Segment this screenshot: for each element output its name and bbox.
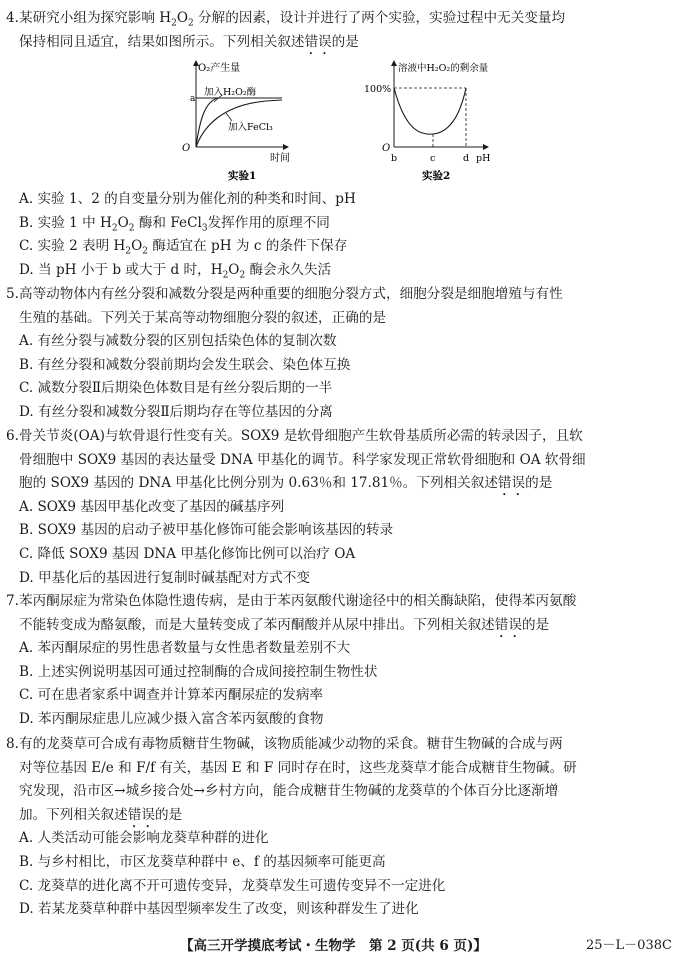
- q8-option-c: C. 龙葵草的进化离不开可遗传变异，龙葵草发生可遗传变异不一定进化: [19, 877, 446, 894]
- q5-option-d: D. 有丝分裂和减数分裂Ⅱ后期均存在等位基因的分离: [19, 403, 333, 420]
- fig1-label-a: a: [190, 94, 196, 104]
- emphasis-word: 错误: [497, 475, 526, 492]
- page-footer: 【高三开学摸底考试・生物学 第 2 页(共 6 页)】: [180, 938, 487, 954]
- q8-option-a: A. 人类活动可能会影响龙葵草种群的进化: [19, 830, 269, 847]
- q7-stem-line-2: 不能转变成为酪氨酸，而是大量转变成了苯丙酮酸并从尿中排出。下列相关叙述错误的是: [19, 616, 550, 633]
- q4-option-c: C. 实验 2 表明 $H_2O_2$ 酶适宜在 pH 为 c 的条件下保存: [19, 238, 348, 257]
- exam-code: 25－L－038C: [586, 938, 672, 953]
- fig2-ylabel: 溶液中H₂O₂的剩余量: [398, 63, 489, 74]
- q6-option-d: D. 甲基化后的基因进行复制时碱基配对方式不变: [19, 569, 310, 586]
- q4-figures: [170, 55, 515, 190]
- q5-option-b: B. 有丝分裂和减数分裂前期均会发生联会、染色体互换: [19, 356, 351, 373]
- fig2-origin: O: [382, 143, 391, 154]
- fig1-label-enzyme: 加入H₂O₂酶: [204, 87, 257, 98]
- q4-figures-svg: [170, 55, 515, 190]
- fig1-xlabel: 时间: [270, 153, 290, 164]
- q8-stem-line-1: 8.有的龙葵草可合成有毒物质糖苷生物碱，该物质能减少动物的采食。糖苷生物碱的合成与两: [6, 736, 563, 752]
- q6-option-a: A. SOX9 基因甲基化改变了基因的碱基序列: [19, 498, 285, 515]
- q8-option-d: D. 若某龙葵草种群中基因型频率发生了改变，则该种群发生了进化: [19, 901, 419, 918]
- emphasis-word: 错误: [304, 33, 332, 50]
- q8-stem-line-3: 究发现，沿市区→城乡接合处→乡村方向，能合成糖苷生物碱的龙葵草的个体百分比逐渐增: [19, 783, 559, 800]
- fig2-tick-c: c: [430, 153, 436, 164]
- q6-option-b: B. SOX9 基因的启动子被甲基化修饰可能会影响该基因的转录: [19, 522, 394, 539]
- q7-stem-line-1: 7.苯丙酮尿症为常染色体隐性遗传病，是由于苯丙氨酸代谢途径中的相关酶缺陷，使得苯丙氨酸: [6, 593, 577, 609]
- q5-option-c: C. 减数分裂Ⅱ后期染色体数目是有丝分裂后期的一半: [19, 380, 333, 397]
- figure-2: [364, 61, 490, 182]
- fig2-caption: 实验2: [422, 170, 451, 182]
- q6-option-c: C. 降低 SOX9 基因 DNA 甲基化修饰比例可以治疗 OA: [19, 545, 356, 562]
- fig1-origin: O: [182, 143, 191, 154]
- q8-stem-line-4: 加。下列相关叙述错误的是: [19, 806, 183, 823]
- q4-option-d: D. 当 pH 小于 b 或大于 d 时，$H_2O_2$ 酶会永久失活: [19, 261, 332, 281]
- q6-stem-line-3: 胞的 SOX9 基因的 DNA 甲基化比例分别为 0.63％和 17.81％。下列相关叙述错误的是: [19, 475, 553, 492]
- q5-stem-line-2: 生殖的基础。下列关于某高等动物细胞分裂的叙述，正确的是: [19, 309, 387, 326]
- q4-option-b: B. 实验 1 中 $H_2O_2$ 酶和 FeCl$_3$发挥作用的原理不同: [19, 214, 330, 234]
- question-4: [6, 7, 666, 54]
- q6-stem-line-2: 骨细胞中 SOX9 基因的表达量受 DNA 甲基化的调节。科学家发现正常软骨细胞和 OA 软骨细: [19, 451, 586, 468]
- q5-option-a: A. 有丝分裂与减数分裂的区别包括染色体的复制次数: [19, 333, 337, 350]
- fig1-label-fecl3: 加入FeCl₃: [228, 122, 273, 133]
- q7-option-c: C. 可在患者家系中调查并计算苯丙酮尿症的发病率: [19, 687, 324, 704]
- q8-stem-line-2: 对等位基因 E/e 和 F/f 有关，基因 E 和 F 同时存在时，这些龙葵草才能合成糖苷生物碱。研: [19, 759, 577, 776]
- fig2-tick-b: b: [391, 153, 398, 164]
- question-8: [6, 733, 666, 922]
- fig2-ytick: 100%: [364, 84, 392, 95]
- q7-option-b: B. 上述实例说明基因可通过控制酶的合成间接控制生物性状: [19, 663, 378, 680]
- q6-stem-line-1: 6.骨关节炎(OA)与软骨退行性变有关。SOX9 是软骨细胞产生软骨基质所必需的转录因子，且软: [6, 428, 583, 444]
- q7-option-a: A. 苯丙酮尿症的男性患者数量与女性患者数量差别不大: [19, 640, 351, 657]
- fig1-ylabel: O₂产生量: [198, 63, 241, 74]
- question-7: [6, 590, 666, 732]
- emphasis-word: 错误: [127, 806, 155, 823]
- q7-option-d: D. 苯丙酮尿症患儿应减少摄入富含苯丙氨酸的食物: [19, 710, 324, 727]
- q4-stem-line-1: 4.某研究小组为探究影响 $H_2O_2$ 分解的因素，设计并进行了两个实验，实验过程中无关变量均: [6, 10, 566, 29]
- q5-stem-line-1: 5.高等动物体内有丝分裂和减数分裂是两种重要的细胞分裂方式，细胞分裂是细胞增殖与有性: [6, 286, 563, 302]
- emphasis-word: 错误: [494, 616, 522, 633]
- q4-option-a: A. 实验 1、2 的自变量分别为催化剂的种类和时间、pH: [19, 191, 356, 207]
- fig2-xlabel: pH: [476, 153, 491, 164]
- question-6: [6, 425, 666, 590]
- fig1-caption: 实验1: [228, 170, 257, 182]
- q8-option-b: B. 与乡村相比，市区龙葵草种群中 e、f 的基因频率可能更高: [19, 853, 386, 870]
- q4-stem-line-2: 保持相同且适宜，结果如图所示。下列相关叙述错误的是: [19, 33, 359, 50]
- question-5: [6, 283, 666, 425]
- fig2-tick-d: d: [463, 153, 470, 164]
- question-4-options: [6, 188, 666, 282]
- figure-1: [182, 61, 290, 182]
